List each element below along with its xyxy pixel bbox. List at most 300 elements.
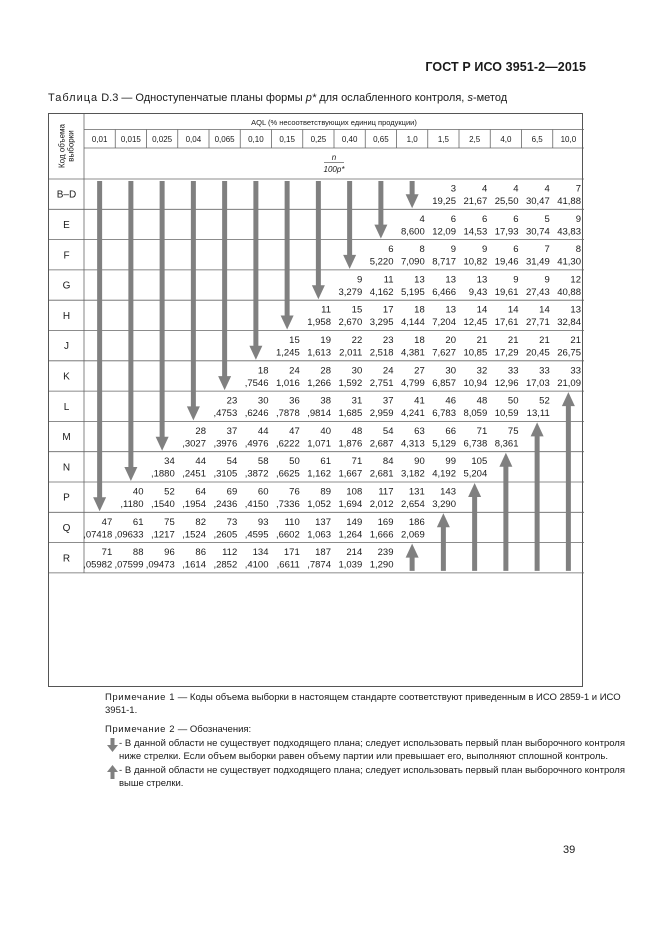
acceptability-value: ,4595 <box>244 529 269 541</box>
arrow-up-icon <box>468 483 481 571</box>
sample-size-n: 75 <box>507 425 519 437</box>
acceptability-value: 10,94 <box>463 377 488 389</box>
sample-size-n: 14 <box>476 304 488 316</box>
sample-size-n: 4 <box>513 183 519 195</box>
sample-size-n: 54 <box>226 456 238 468</box>
corner-label-line: выборки <box>66 130 76 162</box>
sample-size-code: Q <box>62 522 71 534</box>
sample-size-n: 15 <box>351 304 363 316</box>
acceptability-value: ,1954 <box>182 499 206 510</box>
sample-size-n: 8 <box>575 244 581 256</box>
sample-size-n: 69 <box>226 486 238 498</box>
sample-size-code: B–D <box>56 189 77 201</box>
caption-number: D.3 — Одноступенчатые планы формы <box>101 92 303 104</box>
acceptability-value: ,4976 <box>244 438 269 450</box>
acceptability-value: 43,83 <box>557 226 581 238</box>
acceptability-value: ,6602 <box>275 529 300 541</box>
acceptability-value: 32,84 <box>557 317 581 329</box>
sample-size-code: F <box>63 250 70 262</box>
sample-size-n: 20 <box>445 335 456 346</box>
acceptability-value: 8,361 <box>494 438 519 450</box>
acceptability-value: 19,46 <box>494 256 519 268</box>
aql-column-header: 1,0 <box>406 135 418 144</box>
sample-size-n: 30 <box>445 365 456 377</box>
caption-method: s <box>467 92 473 104</box>
sample-size-n: 34 <box>164 456 175 468</box>
acceptability-value: ,7546 <box>244 377 269 389</box>
sample-size-n: 8 <box>419 244 425 256</box>
sample-size-n: 9 <box>575 213 581 225</box>
sample-size-n: 21 <box>507 335 519 346</box>
acceptability-value: ,7336 <box>275 499 300 510</box>
sample-size-n: 4 <box>481 183 488 195</box>
legend-down <box>105 737 625 763</box>
sample-size-n: 9 <box>544 274 550 286</box>
sample-size-code: J <box>64 341 69 353</box>
acceptability-value: 4,192 <box>432 468 456 480</box>
acceptability-value: 7,090 <box>400 256 425 268</box>
acceptability-value: ,3027 <box>182 438 206 450</box>
acceptability-value: ,1614 <box>182 559 206 571</box>
sample-size-n: 11 <box>321 304 331 316</box>
sample-size-code: L <box>63 401 70 413</box>
aql-column-header: 0,25 <box>310 135 327 144</box>
page-number: 39 <box>563 844 576 856</box>
sample-size-code: N <box>62 462 71 474</box>
sample-size-n: 15 <box>289 335 300 346</box>
sample-size-n: 137 <box>315 516 331 528</box>
arrow-down-icon <box>187 181 200 420</box>
sample-size-n: 110 <box>284 516 300 528</box>
sample-size-n: 76 <box>289 486 300 498</box>
document-header: ГОСТ Р ИСО 3951-2—2015 <box>425 60 586 74</box>
arrow-up-icon <box>437 513 450 571</box>
sample-size-n: 33 <box>507 365 519 377</box>
arrow-down-icon <box>312 181 325 299</box>
sample-size-n: 112 <box>222 547 238 559</box>
acceptability-value: 2,670 <box>338 317 363 329</box>
sample-size-n: 105 <box>471 456 488 468</box>
caption-symbol: p* <box>305 92 317 104</box>
sample-size-n: 63 <box>414 425 425 437</box>
sample-size-n: 47 <box>289 425 300 437</box>
sample-size-n: 90 <box>414 456 425 468</box>
sample-size-n: 22 <box>351 335 363 346</box>
sample-size-n: 58 <box>257 456 269 468</box>
acceptability-value: 1,039 <box>338 559 363 571</box>
acceptability-value: 21,09 <box>557 377 581 389</box>
acceptability-value: 27,71 <box>525 317 550 329</box>
acceptability-value: ,1217 <box>150 529 175 541</box>
acceptability-value: 4,799 <box>400 377 425 389</box>
acceptability-value: ,4753 <box>213 408 238 420</box>
arrow-down-icon <box>105 737 119 752</box>
acceptability-value: 2,069 <box>400 529 425 541</box>
sample-size-n: 82 <box>195 516 206 528</box>
acceptability-value: 2,012 <box>369 499 394 510</box>
arrow-down-icon <box>218 181 231 390</box>
acceptability-value: 21,67 <box>463 196 488 207</box>
aql-column-header: 0,10 <box>248 135 264 144</box>
sample-size-n: 18 <box>257 365 269 377</box>
sample-size-n: 18 <box>414 304 425 316</box>
sample-size-n: 28 <box>195 425 206 437</box>
arrow-down-icon <box>343 181 356 269</box>
sample-size-n: 52 <box>164 486 175 498</box>
acceptability-value: 2,681 <box>369 468 394 480</box>
sample-size-n: 187 <box>315 547 331 559</box>
acceptability-value: 10,59 <box>494 408 519 420</box>
sample-size-n: 23 <box>382 335 394 346</box>
acceptability-value: 1,162 <box>307 468 331 480</box>
note-2-text: — Обозначения: <box>175 724 252 735</box>
sample-size-n: 214 <box>346 547 363 559</box>
sample-size-n: 13 <box>570 304 581 316</box>
acceptability-value: 1,694 <box>338 499 363 510</box>
sample-size-n: 143 <box>440 486 456 498</box>
acceptability-value: 13,11 <box>526 408 550 420</box>
sample-size-n: 239 <box>377 547 394 559</box>
sample-size-n: 47 <box>101 516 113 528</box>
acceptability-value: 10,82 <box>463 256 488 268</box>
sample-size-n: 149 <box>346 516 363 528</box>
sample-size-n: 108 <box>346 486 363 498</box>
acceptability-value: ,1180 <box>120 499 144 510</box>
sample-size-n: 50 <box>289 456 300 468</box>
sample-size-n: 171 <box>283 547 300 559</box>
sample-size-n: 28 <box>320 365 331 377</box>
acceptability-value: ,3976 <box>213 438 238 450</box>
sample-size-n: 19 <box>320 335 331 346</box>
sample-size-n: 60 <box>257 486 269 498</box>
aql-column-header: 0,65 <box>373 135 389 144</box>
sample-size-code: K <box>63 371 70 383</box>
acceptability-value: 19,25 <box>432 196 456 207</box>
sample-size-n: 71 <box>476 425 488 437</box>
sample-size-n: 44 <box>195 456 206 468</box>
legend-up-text: - В данной области не существует подходящего плана; следует использовать первый план выборочного контроля выше стрелки. <box>119 765 625 789</box>
acceptability-value: 1,266 <box>307 377 331 389</box>
acceptability-value: ,07599 <box>114 559 144 571</box>
caption-label: Таблица <box>48 92 99 104</box>
acceptability-value: 2,518 <box>369 347 394 359</box>
acceptability-value: 7,627 <box>432 347 456 359</box>
sample-size-n: 117 <box>378 486 394 498</box>
sample-size-n: 89 <box>320 486 331 498</box>
sample-size-n: 21 <box>476 335 488 346</box>
acceptability-value: 1,016 <box>275 377 300 389</box>
acceptability-value: 6,738 <box>463 438 488 450</box>
sample-size-n: 84 <box>382 456 394 468</box>
arrow-up-icon <box>105 764 119 779</box>
acceptability-value: 27,43 <box>525 286 550 298</box>
sample-size-n: 52 <box>539 395 550 407</box>
note-1-label: Примечание 1 <box>105 692 176 703</box>
sample-size-n: 40 <box>132 486 144 498</box>
caption-rest: для ослабленного контроля, <box>319 92 465 104</box>
acceptability-value: 1,958 <box>307 317 331 329</box>
arrow-up-icon <box>531 422 544 571</box>
sample-size-n: 5 <box>544 213 550 225</box>
acceptability-value: 5,129 <box>432 438 456 450</box>
acceptability-value: 2,959 <box>369 408 394 420</box>
acceptability-value: ,7878 <box>275 408 300 420</box>
formula-denominator: 100p* <box>323 165 345 174</box>
acceptability-value: 10,85 <box>463 347 488 359</box>
acceptability-value: 30,74 <box>525 226 550 238</box>
arrow-down-icon <box>156 181 169 451</box>
acceptability-value: ,4100 <box>244 559 269 571</box>
sample-size-n: 131 <box>408 486 425 498</box>
legend-down-text: - В данной области не существует подходящего плана; следует использовать первый план выборочного контроля ниже стрелки. Если объем выборки равен объему партии или превышает его, выполняют сплошной контроль. <box>119 738 625 762</box>
acceptability-value: 1,685 <box>338 408 363 420</box>
caption-method-suffix: -метод <box>472 92 508 104</box>
aql-column-header: 0,025 <box>152 135 173 144</box>
sample-size-n: 12 <box>570 274 581 286</box>
acceptability-value: 3,290 <box>432 499 456 510</box>
acceptability-value: ,7874 <box>307 559 331 571</box>
acceptability-value: ,3105 <box>213 468 238 480</box>
acceptability-value: 6,466 <box>432 286 456 298</box>
acceptability-value: 1,613 <box>307 347 331 359</box>
aql-column-header: 4,0 <box>500 135 512 144</box>
sample-size-code: M <box>62 432 71 444</box>
acceptability-value: 1,052 <box>307 499 331 510</box>
sample-size-n: 46 <box>445 395 456 407</box>
sample-size-n: 14 <box>539 304 550 316</box>
sample-size-n: 30 <box>351 365 363 377</box>
aql-column-header: 0,065 <box>214 135 235 144</box>
sample-size-n: 33 <box>539 365 550 377</box>
acceptability-value: 4,381 <box>400 347 425 359</box>
acceptability-value: 41,88 <box>557 196 581 207</box>
aql-column-header: 10,0 <box>560 135 577 144</box>
acceptability-value: 7,204 <box>432 317 456 329</box>
acceptability-value: ,1524 <box>182 529 206 541</box>
arrow-down-icon <box>281 181 294 330</box>
sample-size-code: E <box>63 219 70 231</box>
sample-size-n: 21 <box>570 335 581 346</box>
corner-label-line: Код объема <box>57 124 67 168</box>
acceptability-value: 17,93 <box>494 226 519 238</box>
acceptability-value: 31,49 <box>525 256 550 268</box>
acceptability-value: 19,61 <box>494 286 519 298</box>
sample-size-n: 6 <box>388 244 394 256</box>
sample-size-code: R <box>62 553 71 565</box>
sample-size-n: 7 <box>575 183 581 195</box>
arrow-up-icon <box>562 392 575 571</box>
sample-size-n: 37 <box>226 425 238 437</box>
sample-size-n: 61 <box>320 456 331 468</box>
acceptability-value: 12,45 <box>463 317 488 329</box>
acceptability-value: 2,011 <box>339 347 363 359</box>
sample-size-code: P <box>63 492 70 504</box>
sample-size-n: 75 <box>164 516 175 528</box>
sample-size-n: 48 <box>351 425 363 437</box>
sample-size-n: 88 <box>132 547 144 559</box>
acceptability-value: 30,47 <box>525 196 550 207</box>
sample-size-n: 86 <box>195 547 206 559</box>
table-caption <box>48 92 507 104</box>
acceptability-value: ,09473 <box>145 559 175 571</box>
note-2-label: Примечание 2 <box>105 724 176 735</box>
sample-size-n: 66 <box>445 425 456 437</box>
acceptability-value: ,2451 <box>182 468 206 480</box>
sample-size-n: 13 <box>414 274 425 286</box>
sampling-plan-table <box>49 114 584 688</box>
acceptability-value: 17,29 <box>494 347 519 359</box>
acceptability-value: 1,876 <box>338 438 363 450</box>
sample-size-n: 7 <box>544 244 550 256</box>
acceptability-value: 1,071 <box>307 438 331 450</box>
sample-size-n: 9 <box>513 274 519 286</box>
sample-size-n: 61 <box>132 516 144 528</box>
sample-size-n: 134 <box>252 547 269 559</box>
sample-size-n: 33 <box>570 365 581 377</box>
arrow-up-icon <box>406 544 419 571</box>
acceptability-value: ,3872 <box>244 468 269 480</box>
formula-numerator: n <box>331 153 337 162</box>
acceptability-value: 3,182 <box>400 468 425 480</box>
sample-size-code: H <box>62 310 71 322</box>
acceptability-value: 5,220 <box>369 256 394 268</box>
sample-size-n: 99 <box>445 456 456 468</box>
acceptability-value: ,05982 <box>83 559 113 571</box>
sample-size-n: 4 <box>419 213 425 225</box>
acceptability-value: 4,144 <box>400 317 425 329</box>
acceptability-value: 1,264 <box>338 529 363 541</box>
sample-size-n: 13 <box>476 274 488 286</box>
acceptability-value: 1,592 <box>338 377 363 389</box>
acceptability-value: 41,30 <box>557 256 581 268</box>
acceptability-value: 6,783 <box>432 408 456 420</box>
aql-column-header: 0,40 <box>341 135 358 144</box>
acceptability-value: 2,751 <box>369 377 394 389</box>
acceptability-value: 25,50 <box>494 196 519 207</box>
acceptability-value: 2,687 <box>369 438 394 450</box>
acceptability-value: ,1540 <box>150 499 175 510</box>
sample-size-n: 17 <box>382 304 394 316</box>
sample-size-n: 13 <box>445 274 456 286</box>
acceptability-value: ,09633 <box>114 529 144 541</box>
acceptability-value: 3,295 <box>369 317 394 329</box>
acceptability-value: ,4150 <box>244 499 269 510</box>
acceptability-value: 4,241 <box>400 408 425 420</box>
acceptability-value: 5,204 <box>463 468 488 480</box>
acceptability-value: 1,667 <box>338 468 363 480</box>
acceptability-value: ,6625 <box>275 468 300 480</box>
acceptability-value: 2,654 <box>400 499 425 510</box>
aql-header: AQL (% несоответствующих единиц продукции) <box>251 118 417 127</box>
table-frame <box>48 113 625 789</box>
sample-size-n: 40 <box>320 425 331 437</box>
acceptability-value: ,2436 <box>213 499 238 510</box>
corner-label <box>58 123 76 168</box>
sample-size-n: 6 <box>481 213 488 225</box>
acceptability-value: ,6222 <box>275 438 300 450</box>
acceptability-value: ,07418 <box>83 529 113 541</box>
acceptability-value: ,2852 <box>213 559 238 571</box>
acceptability-value: 5,195 <box>400 286 425 298</box>
sample-size-n: 73 <box>226 516 238 528</box>
acceptability-value: 6,857 <box>432 377 456 389</box>
sample-size-n: 44 <box>257 425 269 437</box>
aql-column-header: 1,5 <box>437 135 449 144</box>
sample-size-n: 50 <box>507 395 519 407</box>
arrow-down-icon <box>406 181 419 208</box>
acceptability-value: 17,03 <box>525 377 550 389</box>
acceptability-value: 8,059 <box>463 408 488 420</box>
acceptability-value: 1,245 <box>275 347 300 359</box>
acceptability-value: 1,290 <box>369 559 394 571</box>
arrow-up-icon <box>499 453 512 571</box>
sample-size-code: G <box>62 280 71 292</box>
sample-size-n: 14 <box>507 304 519 316</box>
acceptability-value: 26,75 <box>557 347 581 359</box>
sample-size-n: 41 <box>414 395 425 407</box>
arrow-down-icon <box>249 181 262 360</box>
acceptability-value: ,6611 <box>276 559 300 571</box>
acceptability-value: ,2605 <box>213 529 238 541</box>
sample-size-n: 6 <box>513 213 519 225</box>
sample-size-n: 24 <box>382 365 394 377</box>
sample-size-n: 9 <box>481 244 488 256</box>
sample-size-n: 18 <box>414 335 425 346</box>
sample-size-n: 54 <box>382 425 394 437</box>
acceptability-value: 3,279 <box>338 286 363 298</box>
sample-size-n: 31 <box>351 395 363 407</box>
acceptability-value: 12,09 <box>432 226 456 238</box>
sample-size-n: 30 <box>257 395 269 407</box>
acceptability-value: 8,600 <box>400 226 425 238</box>
sample-size-n: 27 <box>414 365 425 377</box>
aql-column-header: 2,5 <box>469 135 481 144</box>
acceptability-value: 4,313 <box>400 438 425 450</box>
sample-size-n: 37 <box>382 395 394 407</box>
sample-size-n: 9 <box>450 244 456 256</box>
sample-size-n: 24 <box>289 365 300 377</box>
sample-size-n: 9 <box>356 274 363 286</box>
note-1-text: — Коды объема выборки в настоящем стандарте соответствуют приведенным в ИСО 2859-1 и ИСО 3951-1. <box>105 692 621 716</box>
acceptability-value: 17,61 <box>494 317 519 329</box>
acceptability-value: 14,53 <box>463 226 488 238</box>
sample-size-n: 64 <box>195 486 206 498</box>
acceptability-value: 12,96 <box>494 377 519 389</box>
sample-size-n: 6 <box>450 213 456 225</box>
sample-size-n: 48 <box>476 395 488 407</box>
sample-size-n: 36 <box>289 395 300 407</box>
sample-size-n: 71 <box>101 547 113 559</box>
acceptability-value: 1,666 <box>369 529 394 541</box>
acceptability-value: ,1880 <box>150 468 175 480</box>
sample-size-n: 32 <box>476 365 488 377</box>
legend-up <box>105 764 625 790</box>
note-2 <box>105 723 625 736</box>
note-1 <box>105 691 625 717</box>
aql-column-header: 0,01 <box>91 135 108 144</box>
table-notes <box>105 691 625 790</box>
acceptability-value: 1,063 <box>307 529 331 541</box>
sample-size-n: 38 <box>320 395 331 407</box>
sample-size-n: 3 <box>450 183 456 195</box>
acceptability-value: ,9814 <box>307 408 331 420</box>
aql-column-header: 0,15 <box>279 135 295 144</box>
sample-size-n: 96 <box>164 547 175 559</box>
sample-size-n: 71 <box>351 456 363 468</box>
aql-column-header: 0,015 <box>120 135 141 144</box>
aql-column-header: 0,04 <box>185 135 202 144</box>
arrow-down-icon <box>374 181 387 239</box>
